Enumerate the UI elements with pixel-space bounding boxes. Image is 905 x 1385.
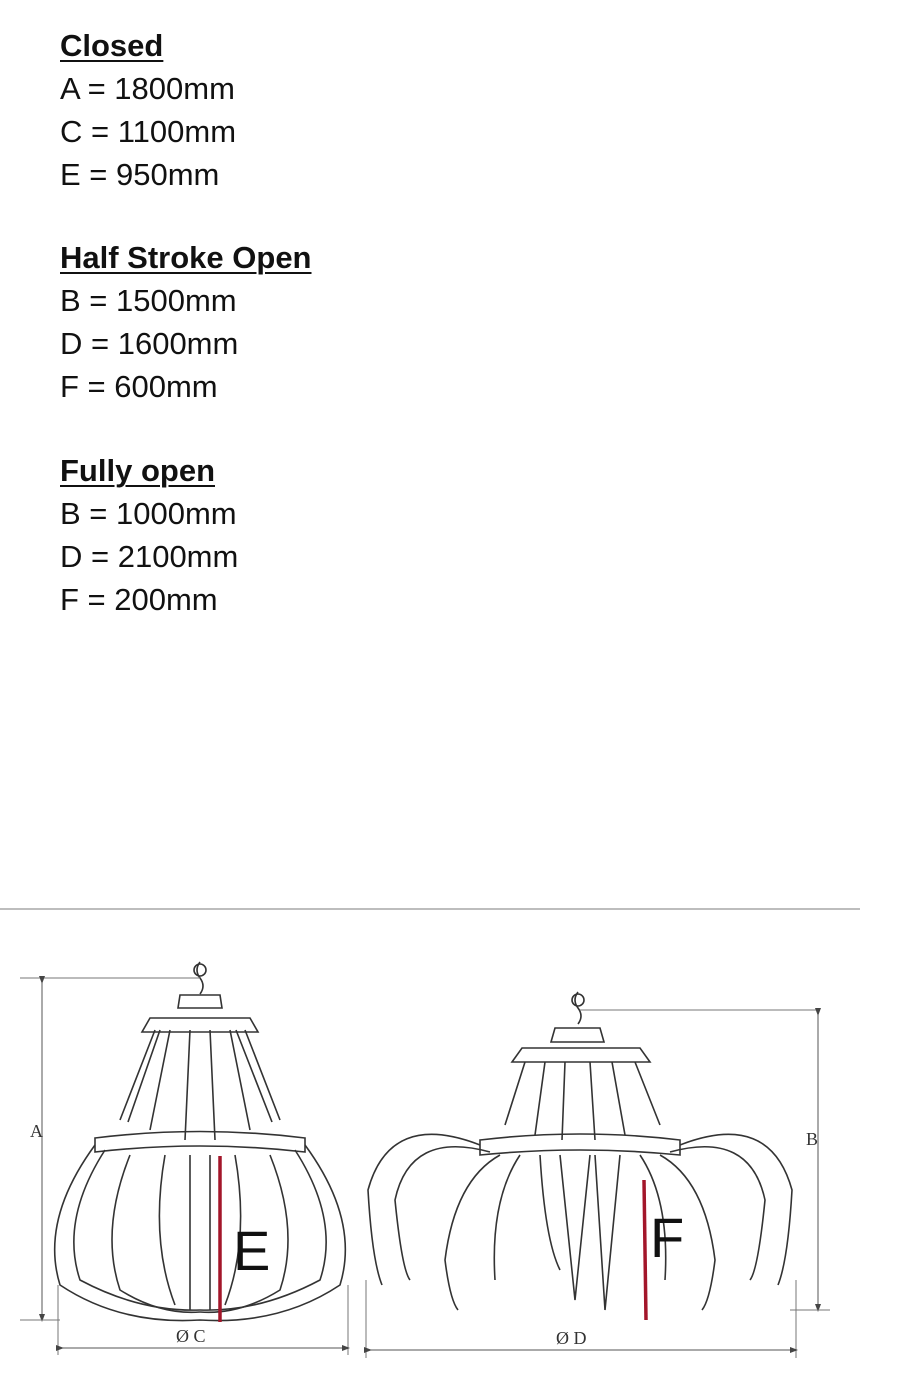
fully-open-dimension-b: B = 1000mm (60, 496, 237, 531)
closed-heading: Closed (60, 28, 164, 63)
closed-grab-drawing (55, 962, 346, 1321)
fully-open-dimension-f: F = 200mm (60, 582, 218, 617)
closed-dimension-a: A = 1800mm (60, 71, 235, 106)
fully-open-dimension-d: D = 2100mm (60, 539, 239, 574)
fully-open-heading: Fully open (60, 453, 215, 488)
half-stroke-heading: Half Stroke Open (60, 240, 312, 275)
dimension-a (20, 978, 200, 1320)
half-stroke-dimension-d: D = 1600mm (60, 326, 239, 361)
half-stroke-dimension-b: B = 1500mm (60, 283, 237, 318)
closed-spec-group (60, 25, 236, 196)
section-divider (0, 908, 860, 910)
grab-diagram (0, 940, 905, 1380)
dimension-b-label: B (806, 1129, 819, 1149)
dimension-f-marker (644, 1180, 684, 1320)
dimension-d-label: Ø D (556, 1328, 587, 1348)
dimension-a-label: A (30, 1121, 43, 1141)
dimension-f-label: F (650, 1206, 685, 1269)
closed-dimension-c: C = 1100mm (60, 114, 237, 149)
half-stroke-spec-group (60, 237, 312, 408)
closed-dimension-e: E = 950mm (60, 157, 220, 192)
dimension-e-label: E (233, 1219, 271, 1282)
dimension-d (366, 1280, 796, 1358)
fully-open-spec-group (60, 450, 238, 621)
dimension-b (580, 1010, 830, 1310)
open-grab-drawing (368, 992, 792, 1310)
dimension-c-label: Ø C (176, 1326, 206, 1346)
half-stroke-dimension-f: F = 600mm (60, 369, 218, 404)
